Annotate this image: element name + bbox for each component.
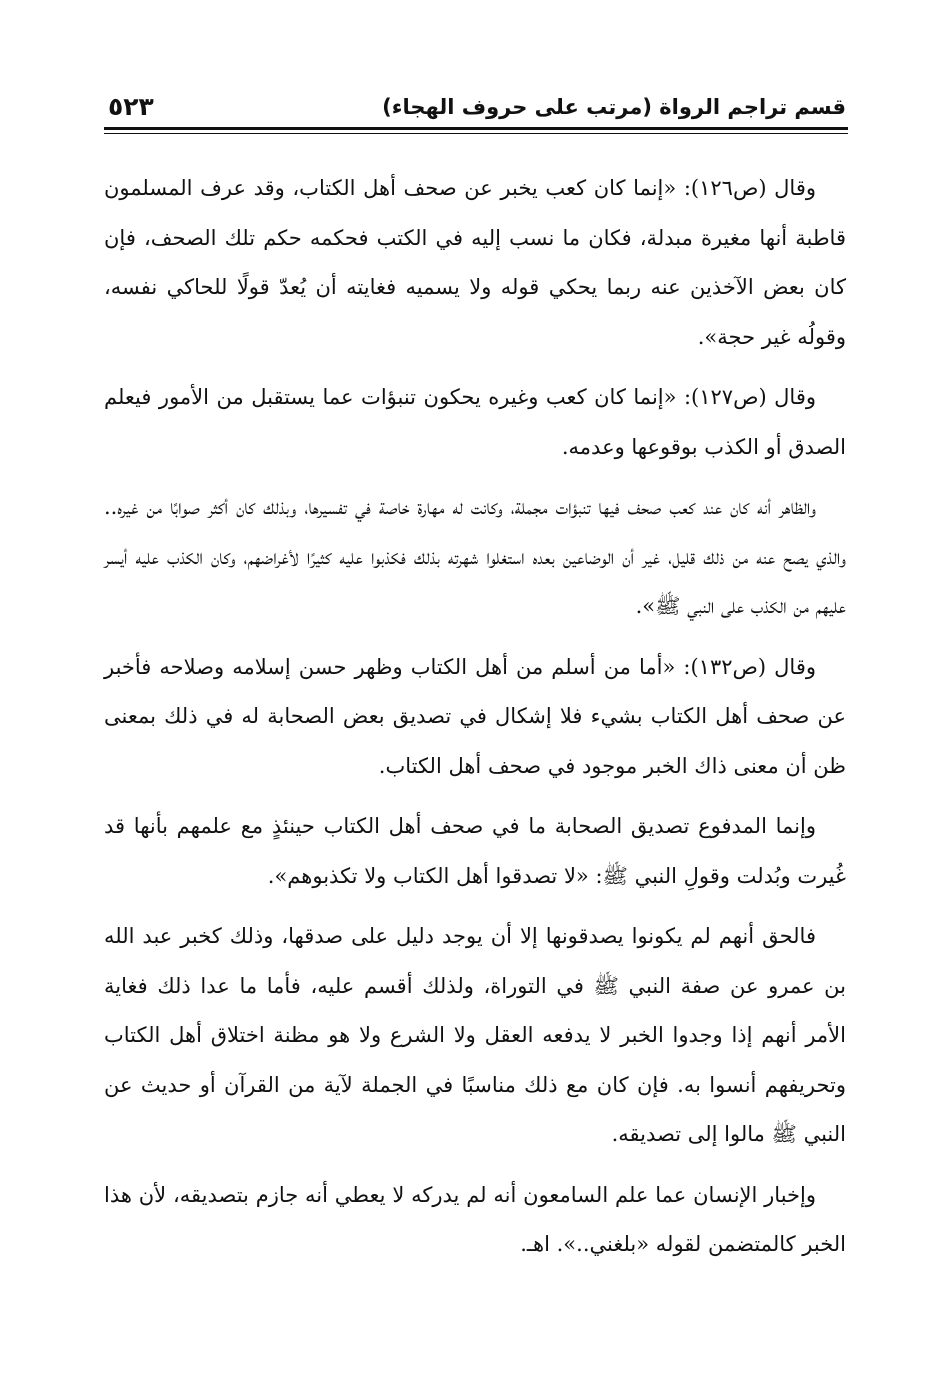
paragraph: وإنما المدفوع تصديق الصحابة ما في صحف أهل الكتاب حينئذٍ مع علمهم بأنها قد غُيرت وبُدلت وقولِ النبي ﷺ: «لا تصدقوا أهل الكتاب ولا تكذبوهم».: [104, 814, 846, 888]
header-rule-thick: [104, 127, 848, 130]
page-number: ٥٢٣: [108, 92, 154, 121]
paragraph: والظاهر أنه كان عند كعب صحف فيها تنبؤات مجملة، وكانت له مهارة خاصة في تفسيرها، وبذلك كان أكثر صوابًا من غيره.. والذي يصح عنه من ذلك قليل، غير أن الوضاعين بعده استغلوا شهرته بذلك فكذبوا عليه كثيرًا لأغراضهم، وكان الكذب عليه أيسر عليهم من الكذب على النبي ﷺ».: [104, 495, 846, 618]
running-title: قسم تراجم الرواة (مرتب على حروف الهجاء): [382, 95, 846, 119]
body-text: [104, 164, 846, 1281]
paragraph: وإخبار الإنسان عما علم السامعون أنه لم يدركه لا يعطي أنه جازم بتصديقه، لأن هذا الخبر كالمتضمن لقوله «بلغني..». اهـ.: [104, 1182, 846, 1256]
header-rule-thin: [104, 133, 848, 134]
paragraph: وقال (ص١٢٧): «إنما كان كعب وغيره يحكون تنبؤات عما يستقبل من الأمور فيعلم الصدق أو الكذب بوقوعها وعدمه.: [104, 385, 846, 459]
page-header: [108, 84, 846, 120]
paragraph: وقال (ص١٢٦): «إنما كان كعب يخبر عن صحف أهل الكتاب، وقد عرف المسلمون قاطبة أنها مغيرة مبدلة، فكان ما نسب إليه في الكتب فحكمه حكم تلك الصحف، فإن كان بعض الآخذين عنه ربما يحكي قوله ولا يسميه فغايته أن يُعدّ قولًا للحاكي نفسه، وقولُه غير حجة».: [104, 176, 846, 349]
paragraph: فالحق أنهم لم يكونوا يصدقونها إلا أن يوجد دليل على صدقها، وذلك كخبر عبد الله بن عمرو عن صفة النبي ﷺ في التوراة، ولذلك أقسم عليه، فأما ما عدا ذلك فغاية الأمر أنهم إذا وجدوا الخبر لا يدفعه العقل ولا الشرع ولا هو مظنة اختلاق أهل الكتاب وتحريفهم أنسوا به. فإن كان مع ذلك مناسبًا في الجملة لآية من القرآن أو حديث عن النبي ﷺ مالوا إلى تصديقه.: [104, 924, 846, 1146]
paragraph: وقال (ص١٣٢): «أما من أسلم من أهل الكتاب وظهر حسن إسلامه وصلاحه فأخبر عن صحف أهل الكتاب بشيء فلا إشكال في تصديق بعض الصحابة له في ذلك بمعنى ظن أن معنى ذاك الخبر موجود في صحف أهل الكتاب.: [104, 654, 846, 778]
